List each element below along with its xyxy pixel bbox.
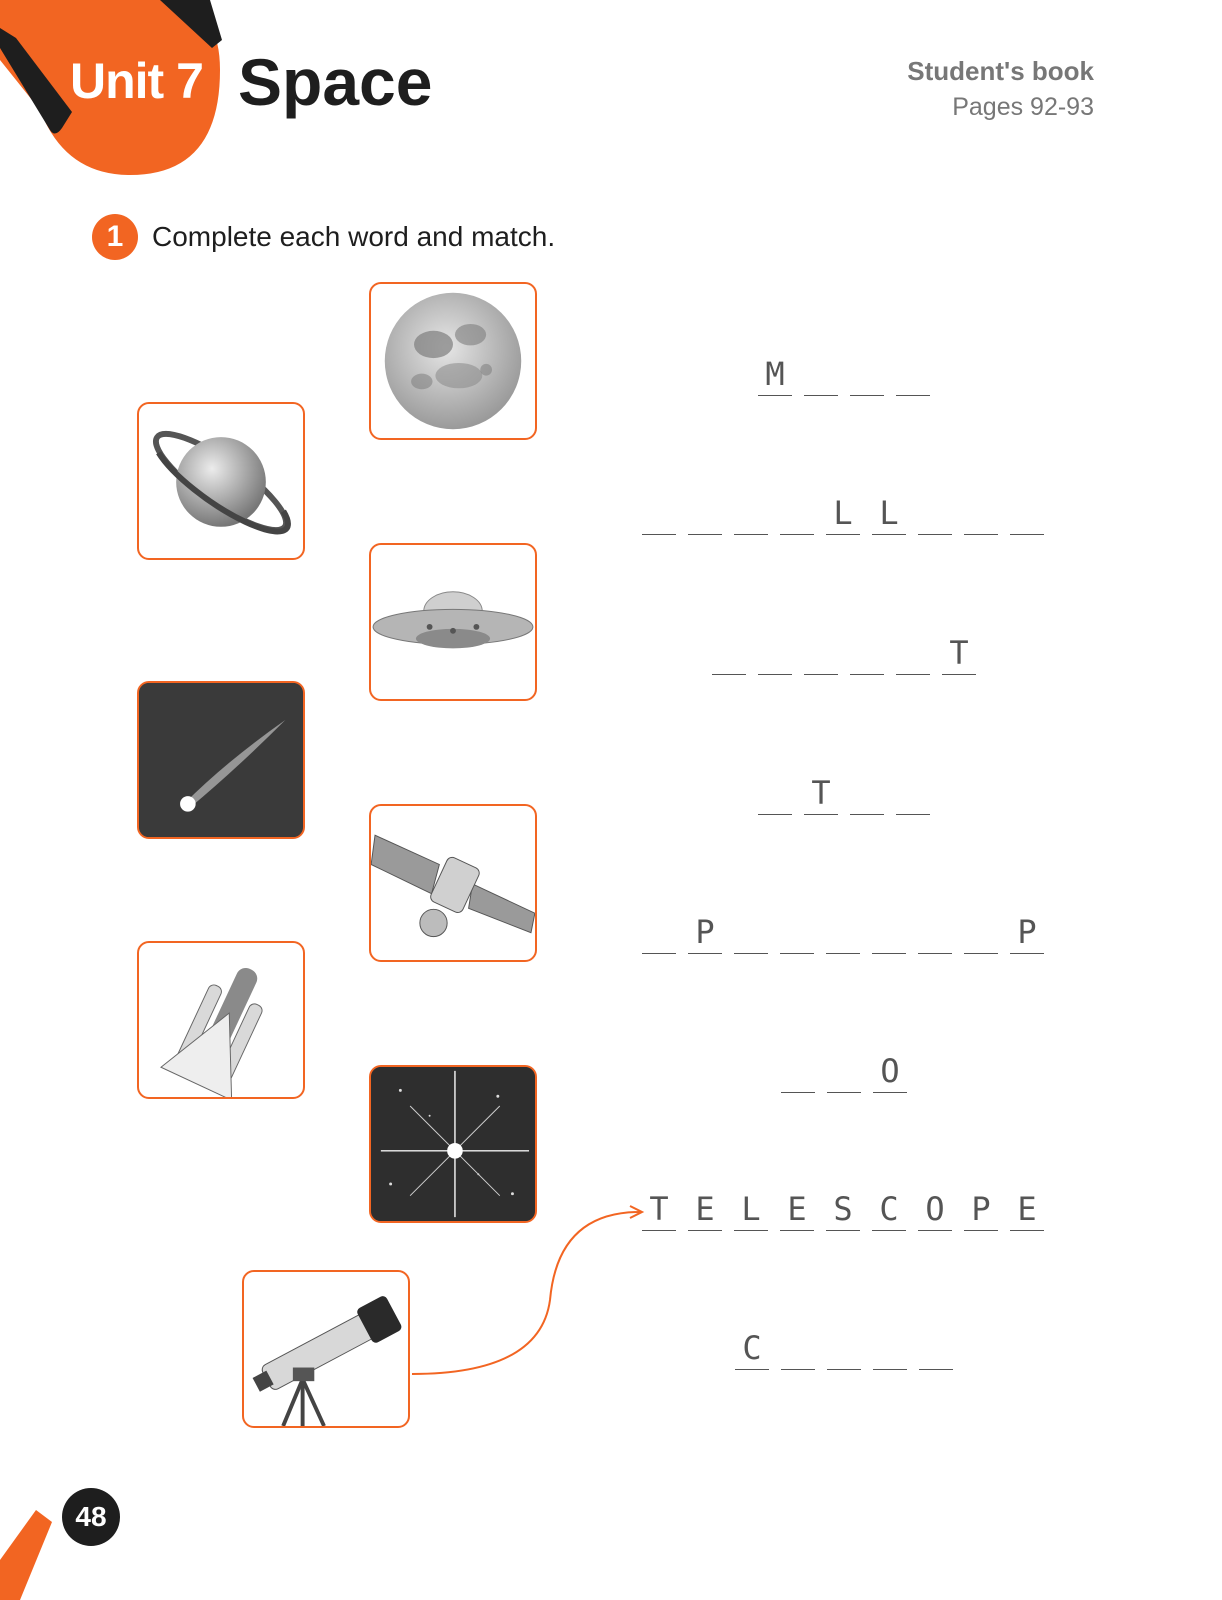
word-row-6	[644, 1049, 1064, 1093]
letter-slot[interactable]	[804, 353, 838, 396]
exercise-number-badge: 1	[92, 214, 138, 260]
letter-slot[interactable]: O	[873, 1050, 907, 1093]
unit-label: Unit 7	[70, 53, 203, 109]
page-number-badge	[0, 0, 140, 1600]
letter-slot[interactable]	[826, 911, 860, 954]
letter-slot[interactable]	[896, 632, 930, 675]
letter-slot[interactable]	[827, 1327, 861, 1370]
star-icon	[371, 1067, 535, 1221]
letter-slot[interactable]	[758, 772, 792, 815]
word-row-3	[644, 631, 1064, 675]
moon-icon	[371, 284, 535, 438]
letter-slot[interactable]	[918, 492, 952, 535]
word-row-4	[644, 771, 1064, 815]
match-connector-line	[412, 1212, 640, 1374]
letter-slot[interactable]	[642, 911, 676, 954]
word-row-8	[644, 1326, 1064, 1370]
telescope-icon	[244, 1272, 408, 1426]
letter-slot[interactable]	[850, 772, 884, 815]
moon-picture[interactable]	[369, 282, 537, 440]
ufo-icon	[371, 545, 535, 699]
comet-picture[interactable]	[137, 681, 305, 839]
saturn-picture[interactable]	[137, 402, 305, 560]
comet-icon	[139, 683, 303, 837]
book-reference-pages: Pages 92-93	[952, 93, 1094, 121]
letter-slot[interactable]: P	[688, 911, 722, 954]
letter-slot[interactable]: P	[1010, 911, 1044, 954]
letter-slot[interactable]: L	[872, 492, 906, 535]
letter-slot[interactable]	[850, 353, 884, 396]
letter-slot[interactable]: T	[942, 632, 976, 675]
word-row-1	[644, 352, 1064, 396]
letter-slot[interactable]: S	[826, 1188, 860, 1231]
rocket-picture[interactable]	[137, 941, 305, 1099]
letter-slot[interactable]	[781, 1050, 815, 1093]
letter-slot[interactable]	[712, 632, 746, 675]
letter-slot[interactable]: C	[735, 1327, 769, 1370]
book-reference-title: Student's book	[907, 56, 1094, 86]
letter-slot[interactable]	[734, 911, 768, 954]
letter-slot[interactable]: L	[826, 492, 860, 535]
letter-slot[interactable]	[896, 772, 930, 815]
letter-slot[interactable]: T	[804, 772, 838, 815]
planet-icon	[139, 404, 303, 558]
exercise-instruction: Complete each word and match.	[152, 221, 556, 252]
satellite-icon	[371, 806, 535, 960]
letter-slot[interactable]	[1010, 492, 1044, 535]
letter-slot[interactable]	[688, 492, 722, 535]
letter-slot[interactable]	[758, 632, 792, 675]
telescope-picture[interactable]	[242, 1270, 410, 1428]
letter-slot[interactable]	[780, 492, 814, 535]
letter-slot[interactable]: O	[918, 1188, 952, 1231]
letter-slot[interactable]: C	[872, 1188, 906, 1231]
letter-slot[interactable]: L	[734, 1188, 768, 1231]
letter-slot[interactable]	[804, 632, 838, 675]
letter-slot[interactable]: E	[780, 1188, 814, 1231]
star-picture[interactable]	[369, 1065, 537, 1223]
letter-slot[interactable]	[781, 1327, 815, 1370]
ufo-picture[interactable]	[369, 543, 537, 701]
satellite-picture[interactable]	[369, 804, 537, 962]
match-arrowhead	[630, 1206, 642, 1218]
letter-slot[interactable]	[780, 911, 814, 954]
letter-slot[interactable]: M	[758, 353, 792, 396]
letter-slot[interactable]	[918, 911, 952, 954]
letter-slot[interactable]	[919, 1327, 953, 1370]
book-reference	[907, 56, 1094, 122]
rocket-icon	[139, 943, 303, 1097]
letter-slot[interactable]	[850, 632, 884, 675]
page-number: 48	[75, 1501, 107, 1532]
letter-slot[interactable]: T	[642, 1188, 676, 1231]
letter-slot[interactable]	[964, 492, 998, 535]
letter-slot[interactable]	[642, 492, 676, 535]
unit-title: Space	[238, 45, 433, 119]
letter-slot[interactable]	[896, 353, 930, 396]
letter-slot[interactable]	[964, 911, 998, 954]
letter-slot[interactable]: E	[1010, 1188, 1044, 1231]
letter-slot[interactable]	[873, 1327, 907, 1370]
word-row-2	[644, 491, 1064, 535]
word-row-7	[644, 1187, 1064, 1231]
exercise-heading	[92, 214, 555, 260]
letter-slot[interactable]	[734, 492, 768, 535]
letter-slot[interactable]: E	[688, 1188, 722, 1231]
word-row-5	[644, 910, 1064, 954]
letter-slot[interactable]: P	[964, 1188, 998, 1231]
letter-slot[interactable]	[872, 911, 906, 954]
letter-slot[interactable]	[827, 1050, 861, 1093]
